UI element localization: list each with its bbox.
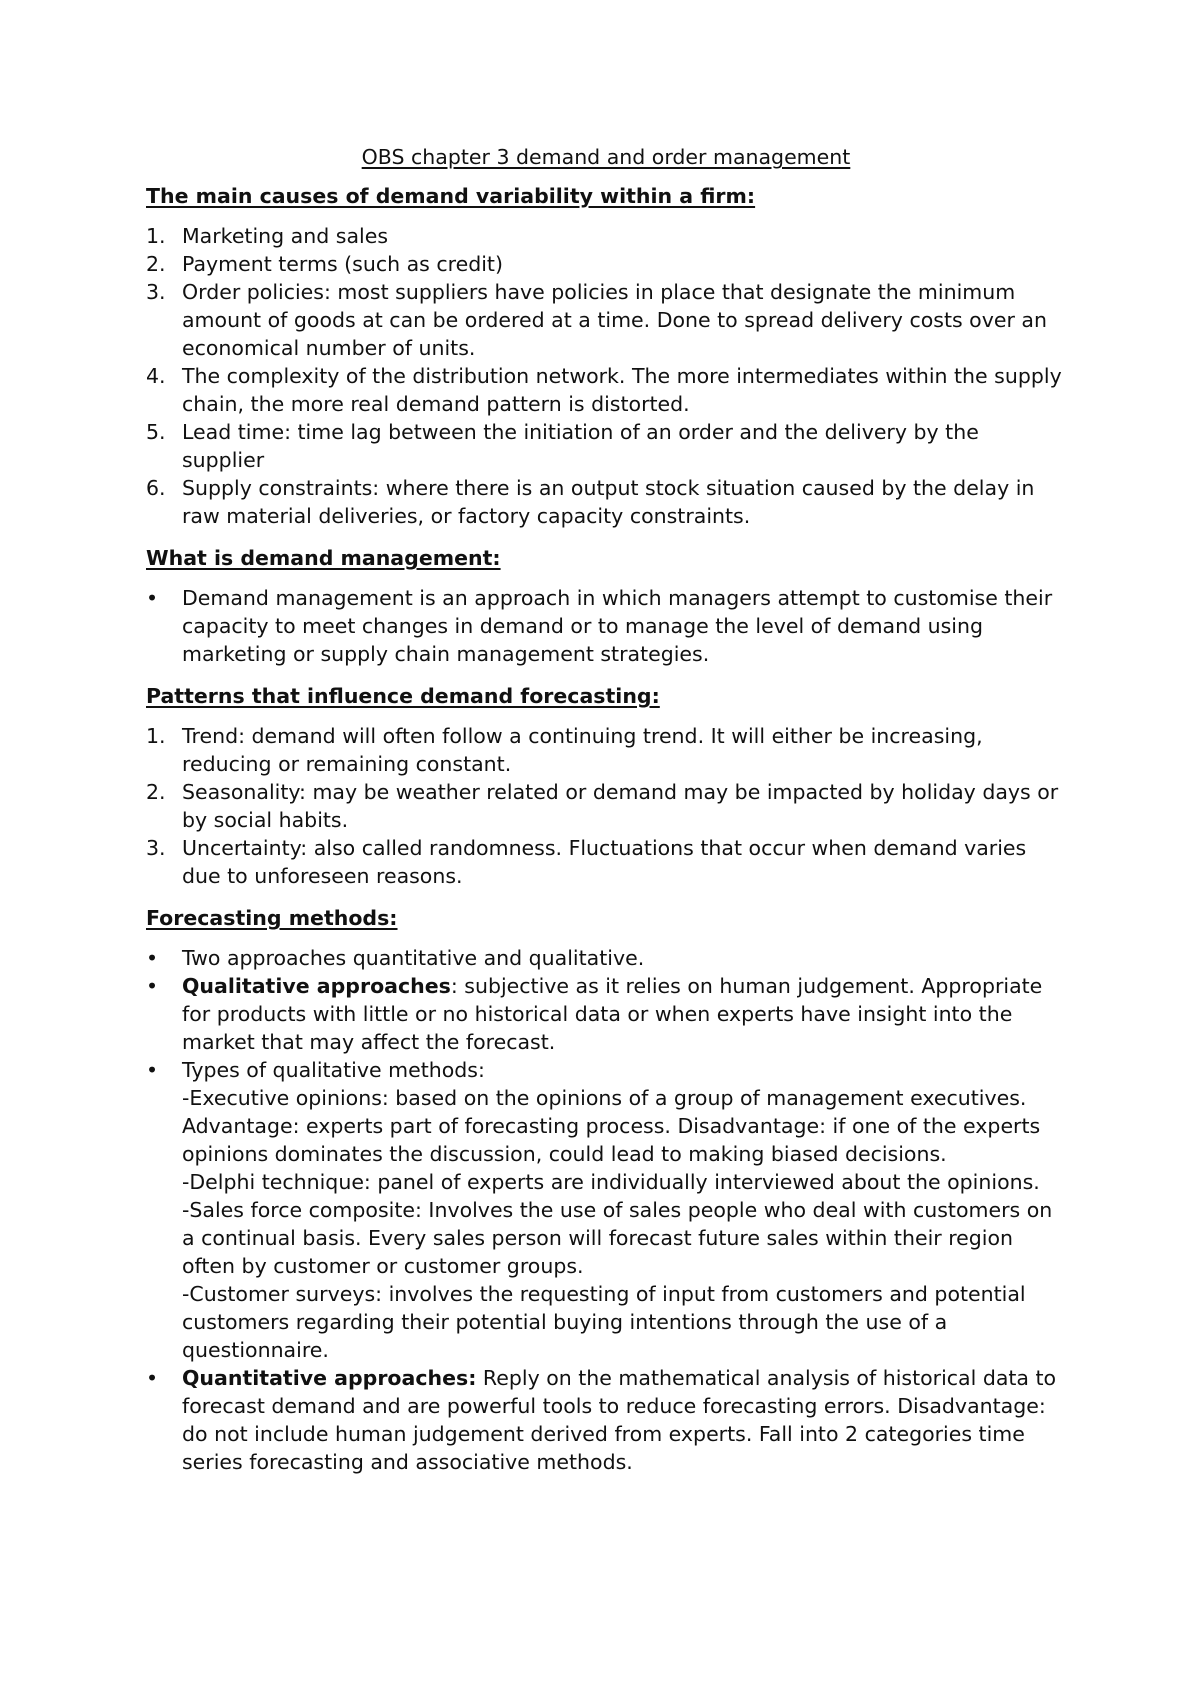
- list-item: 3. Order policies: most suppliers have policies in place that designate the minimum amount of goods at can be ordered at a time. Done to spread delivery costs over an economical number of units.: [146, 280, 1047, 360]
- list-item: 1. Marketing and sales: [146, 224, 389, 248]
- list-item: 2. Payment terms (such as credit): [146, 252, 503, 276]
- list-item: • Demand management is an approach in which managers attempt to customise their capacity to meet changes in demand or to manage the level of demand using marketing or supply chain management strategies.: [146, 586, 1053, 666]
- forecasting-patterns-list: [146, 722, 1066, 890]
- list-item: • Quantitative approaches: Reply on the mathematical analysis of historical data to forecast demand and are powerful tools to reduce forecasting errors. Disadvantage: do not include human judgement derived from experts. Fall into 2 categories time series forecasting and associative methods.: [146, 1366, 1057, 1474]
- list-item: 2. Seasonality: may be weather related or demand may be impacted by holiday days or by social habits.: [146, 780, 1059, 832]
- section-heading-demand-variability: The main causes of demand variability within a firm:: [146, 184, 756, 208]
- list-item: 3. Uncertainty: also called randomness. Fluctuations that occur when demand varies due to unforeseen reasons.: [146, 836, 1027, 888]
- method-executive-opinions: -Executive opinions: based on the opinions of a group of management executives. Advantage: experts part of forecasting process. Disadvantage: if one of the experts opinions dominates the discussion, could lead to making biased decisions.: [182, 1086, 1041, 1166]
- demand-management-list: [146, 584, 1066, 668]
- method-sales-force-composite: -Sales force composite: Involves the use of sales people who deal with customers on a continual basis. Every sales person will forecast future sales within their region often by customer or customer groups.: [182, 1198, 1053, 1278]
- list-item: • Two approaches quantitative and qualitative.: [146, 946, 645, 970]
- method-customer-surveys: -Customer surveys: involves the requesting of input from customers and potential customers regarding their potential buying intentions through the use of a questionnaire.: [182, 1282, 1026, 1362]
- list-item: 4. The complexity of the distribution network. The more intermediates within the supply chain, the more real demand pattern is distorted.: [146, 364, 1062, 416]
- list-item: 6. Supply constraints: where there is an output stock situation caused by the delay in raw material deliveries, or factory capacity constraints.: [146, 476, 1035, 528]
- bullet-icon: •: [146, 586, 159, 610]
- bullet-icon: •: [146, 946, 159, 970]
- section-heading-forecasting-methods: Forecasting methods:: [146, 906, 398, 930]
- method-delphi-technique: -Delphi technique: panel of experts are individually interviewed about the opinions.: [182, 1170, 1040, 1194]
- forecasting-methods-list: [146, 944, 1066, 1476]
- list-item: 5. Lead time: time lag between the initiation of an order and the delivery by the supplier: [146, 420, 979, 472]
- page-title: OBS chapter 3 demand and order management: [361, 145, 851, 169]
- document-page: [146, 142, 1066, 1490]
- list-item: • Qualitative approaches: subjective as it relies on human judgement. Appropriate for products with little or no historical data or when experts have insight into the market that may affect the forecast.: [146, 974, 1043, 1054]
- bullet-icon: •: [146, 974, 159, 998]
- section-heading-forecasting-patterns: Patterns that influence demand forecasting:: [146, 684, 660, 708]
- bullet-icon: •: [146, 1366, 159, 1390]
- list-item: 1. Trend: demand will often follow a continuing trend. It will either be increasing, reducing or remaining constant.: [146, 724, 983, 776]
- list-item: • Types of qualitative methods: -Executive opinions: based on the opinions of a group of management executives. Advantage: experts part of forecasting process. Disadvantage: if one of the experts opinions dominates the discussion, could lead to making biased decisions. -Delphi technique: panel of experts are individually interviewed about the opinions. -Sales force composite: Involves the use of sales people who deal with customers on a continual basis. Every sales person will forecast future sales within their region often by customer or customer groups. -Customer surveys: involves the requesting of input from customers and potential customers regarding their potential buying intentions through the use of a questionnaire.: [146, 1056, 1066, 1364]
- demand-variability-list: [146, 222, 1066, 530]
- section-heading-demand-management: What is demand management:: [146, 546, 501, 570]
- bullet-icon: •: [146, 1058, 159, 1082]
